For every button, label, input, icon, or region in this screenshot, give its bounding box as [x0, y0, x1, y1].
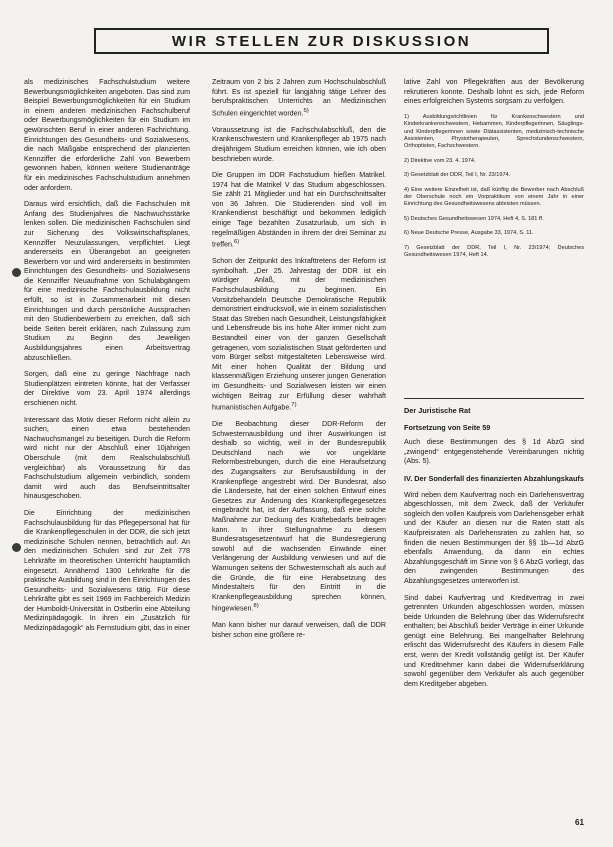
paragraph — [212, 420, 386, 614]
paragraph: lative Zahl von Pflegekräften aus der Bevölkerung rekrutieren konnte. Deshalb lohnt es sich, jede Reform eines erfolgreichen Systems sorgsam zu verfolgen. — [404, 78, 584, 106]
paragraph — [212, 78, 386, 119]
paragraph: Auch diese Bestimmungen des § 1d AbzG sind „zwingend“ entgegenstehende Vereinbarungen nichtig (Abs. 5). — [404, 438, 584, 466]
column-middle — [212, 78, 386, 648]
paragraph: Sorgen, daß eine zu geringe Nachfrage nach Studienplätzen eintreten könnte, hat der Verfasser der Direktive vom 23. April 1974 allerdings erschienen nicht. — [24, 370, 190, 407]
column-right — [404, 78, 584, 266]
footnote: 4) Eine weitere Einzelheit ist, daß künftig die Bewerber nach Abschluß der Oberschule noch ein Vorpraktikum von einem Jahr in einer Einrichtung des Gesundheitswesens ableisten müssen. — [404, 186, 584, 208]
punch-hole — [12, 543, 21, 552]
paragraph-text: Die Beobachtung dieser DDR-Reform der Schwesternausbildung und ihrer Auswirkungen ist deshalb so wichtig, weil in der Bundesrepublik Deutschland nach wie vor ungeklärte Reformbestrebungen, durch die eine Heraufsetzung des Zugangsalters zur Berufsausbildung in der Krankenpflege angestrebt wird. Der Bundesrat, also die Länderseite, hat der einen solchen Entwurf eines Gesetzes zur Änderung des Krankenpflegegesetzes eingebracht hat, ist der Auffassung, daß eine solche Maßnahme zur Deckung des Kräftebedarfs beitragen kann. In ihrer Stellungnahme zu diesem Bundesratsgesetzentwurf hat die Bundesregierung sowohl auf die wachsenden Einwände einer Verlängerung der Ausbildung verwiesen und auf die Warnungen seitens der Schwesternschaft als auch auf die Gründe, die für eine Herabsetzung des Mindestalters für den Eintritt in die Krankenpflegeausbildung sprechen können, hingewiesen. — [212, 420, 386, 613]
column-left — [24, 78, 190, 641]
paragraph: Daraus wird ersichtlich, daß die Fachschulen mit Anfang des Studienjahres die Nachwuchsstärke lenken sollen. Die medizinischen Fachschulen sind zur Sicherung des Volkswirtschaftsplanes, Kennziffer Neuzulassungen, verpflichtet. Liegt andererseits ein Überangebot an geeigneten Bewerbern vor und wird andererseits in bestimmten Einrichtungen des Gesundheits- und Sozialwesens die Kennziffer Neuaufnahme von Schulabgängern für eine medizinische Fachschulausbildung nicht erfüllt, so ist in Zusammenarbeit mit diesen Einrichtungen und durch persönliche Aussprachen mit den Studienbewerbern zu erreichen, daß sich beide Seiten bereit erklären, nach Zulassung zum Studium zu Beginn des Jeweiligen Ausbildungsjahres einen Arbeitsvertrag abzuschließen. — [24, 200, 190, 362]
footnotes — [404, 114, 584, 260]
continuation-box — [404, 406, 584, 696]
paragraph: Die Einrichtung der medizinischen Fachschulausbildung für das Pflegepersonal hat für die Krankenpflegeschulen in der DDR, die sich jetzt medizinische Schulen nennen, betrachtlich auf. An den medizinischen Schulen sind zur Zeit 778 Lehrkräfte im theoretischen Unterricht hauptamtlich eingesetzt. Annähernd 1300 Lehrkräfte für die praktische Ausbildung sind in den Einrichtungen des Gesundheits- und Sozialwesens tätig. Für diese Lehrkräfte gibt es seit 1969 im Fachbereich Medizin der Humboldt-Universität in Ostberlin eine Abteilung Medizinpädagogik. In ihren ein „Zusätzlich für Medizinpädagogik“ als Fernstudium gibt, das in einer — [24, 508, 191, 633]
box-title: Der Juristische Rat — [404, 406, 471, 415]
footnote-ref: 5) — [303, 107, 309, 114]
paragraph — [212, 257, 386, 413]
paragraph-text: Zeitraum von 2 bis 2 Jahren zum Hochschulabschluß führt. Es ist speziell für langjährig tätige Lehrer des berufspraktischen Unterrichts an Medizinischen Schulen eingerichtet worden. — [212, 78, 386, 118]
footnote: 5) Deutsches Gesundheitswesen 1974, Heft 4, S. 181 ff. — [404, 215, 544, 222]
paragraph-text: Die Gruppen im DDR Fachstudium hießen Matrikel. 1974 hat die Matrikel V das Studium abgeschlossen. Sie zählt 21 Mitglieder und hat ein Durchschnittsalter von 36 Jahren. Die Studierenden sind voll im Krankendienst beschäftigt und bekommen lediglich einige Tage bezahlten Zusatzurlaub, um sich in regelmäßigen Abständen in ihrem der drei Seminar zu treffen. — [212, 171, 386, 249]
section-heading: IV. Der Sonderfall des finanzierten Abzahlungskaufs — [404, 473, 584, 483]
footnote-ref: 7) — [291, 402, 297, 409]
paragraph: Wird neben dem Kaufvertrag noch ein Darlehensvertrag abgeschlossen, mit dem Zweck, daß der Verkäufer sogleich den vollen Kaufpreis vom Darlehensgeber erhält und der Käufer an diesen nur die Raten statt als Kaufpreisraten als Darlehensraten zu zahlen hat, so finden die neuen Bestimmungen der §§ 1b—1d AbzG ebenfalls Anwendung, da dann ein echtes Abzahlungsgeschäft im Sinne von § 6 AbzG vorliegt, das den zwingenden Bestimmungen des Abzahlungsgesetzes unterworfen ist. — [404, 490, 584, 585]
punch-hole — [12, 268, 21, 277]
footnote-ref: 6) — [233, 239, 240, 246]
section-title: WIR STELLEN ZUR DISKUSSION — [171, 32, 472, 50]
divider — [404, 398, 584, 399]
paragraph: Sind dabei Kaufvertrag und Kreditvertrag in zwei getrennten Urkunden abgeschlossen worden, müssen beide Urkunden die Belehrung über das Widerrufsrecht enthalten; bei Abschluß beider Verträge in einer Urkunde genügt eine Belehrung. Bei mangelhafter Belehrung erlischt das Widerrufsrecht des Käufers in diesem Falle erst, wenn der Kredit vollständig getilgt ist. Der Käufer und Kreditnehmer kann dabei die Widerrufserklärung sowohl gegenüber dem Verkäufer als auch gegenüber dem Kreditgeber abgeben. — [404, 593, 584, 688]
paragraph: als medizinisches Fachschulstudium weitere Bewerbungsmöglichkeiten angeboten. Das sind zum Beispiel Bewerbungsmöglichkeiten für ein Studium in einem anderen medizinischen Fachschulberuf oder Bewerbungsmöglichkeiten für ein Studium im gewünschten Beruf in einer anderen Fachrichtung. Einrichtungen des Gesundheits- und Sozialwesens, die nach Maßgabe entsprechend der planzierten Kennziffer die erforderliche Zahl von Bewerbern gewonnen haben, können weitere Studienanträge für ein medizinisches Fachschulstudium annehmen oder anfordern. — [24, 78, 190, 192]
paragraph: Voraussetzung ist die Fachschulabschluß, den die Krankenschwestern und Krankenpfleger ab 1975 nach dreijährigem Studium erreichen können, wie ich oben beschrieben wurde. — [212, 125, 386, 163]
footnote: 6) Neue Deutsche Presse, Ausgabe 33, 1974, S. 11. — [404, 230, 534, 237]
paragraph: Interessant das Motiv dieser Reform nicht allein zu suchen, einen etwa bestehenden Nachwuchsmangel zu beseitigen. Durch die Reform wird nicht nur der Abschluß einer 10jährigen Oberschule (mit dem Realschulabschluß vergleichbar) als Voraussetzung für das Fachschulstudium allgemein verbindlich, sondern damit wird auch das Berufseintrittsalter hinausgeschoben. — [24, 415, 190, 501]
box-subtitle: Fortsetzung von Seite 59 — [404, 422, 491, 432]
paragraph: Man kann bisher nur darauf verweisen, daß die DDR bisher schon eine größere re- — [212, 621, 386, 639]
page-number: 61 — [575, 818, 584, 827]
footnote: 1) Ausbildungsrichtlinien für Krankenschwestern und Kinderkrankenschwestern, Hebammen, Kinderpflegerinnen, Säuglings- und Kinderpflegerinnen sowie Diätassistenten, medizinisch-technische Assistenten, Physiotherapeuten, Sprechstundenschwestern, Orthoptisten, Fachschwestern. — [404, 113, 584, 150]
paragraph — [212, 171, 386, 250]
footnote: 2) Direktive vom 23. 4. 1974. — [404, 157, 476, 164]
paragraph-text: Schon der Zeitpunkt des Inkrafttretens der Reform ist symbolhaft. „Der 25. Jahrestag der DDR ist ein würdiger Anlaß, mit der medizinischen Fachschulausbildung zu beginnen. Ein Vorsitzbehandeln Deutsche Demokratische Republik demonstriert eindrucksvoll, wie in einem sozialistischen Staat das Streben nach Gesundheit, Leistungsfähigkeit und Lebensfreude bis ins hohe Alter immer nicht zum Bestandteil einer von der ganzen Gesellschaft getragenen, vom sozialistischen Staat geförderten und vom Bürger selbst mitgestalteten Lebensweise wird. Mit einer hohen Qualität der Bildung und klassenmäßigen Erziehung unserer jungen Generation im Gesundheits- und Sozialwesen leisten wir einen wichtigen Beitrag zur Erfüllung dieser wahrhaft humanistischen Aufgabe. — [212, 257, 386, 412]
footnote-ref: 8) — [253, 603, 259, 610]
footnote: 7) Gesetzblatt der DDR, Teil I, Nr. 23/1974; Deutsches Gesundheitswesen 1974, Heft 14. — [404, 244, 584, 259]
footnote: 3) Gesetzblatt der DDR, Teil I, Nr. 23/1974. — [404, 172, 511, 179]
section-title-box — [94, 28, 549, 54]
